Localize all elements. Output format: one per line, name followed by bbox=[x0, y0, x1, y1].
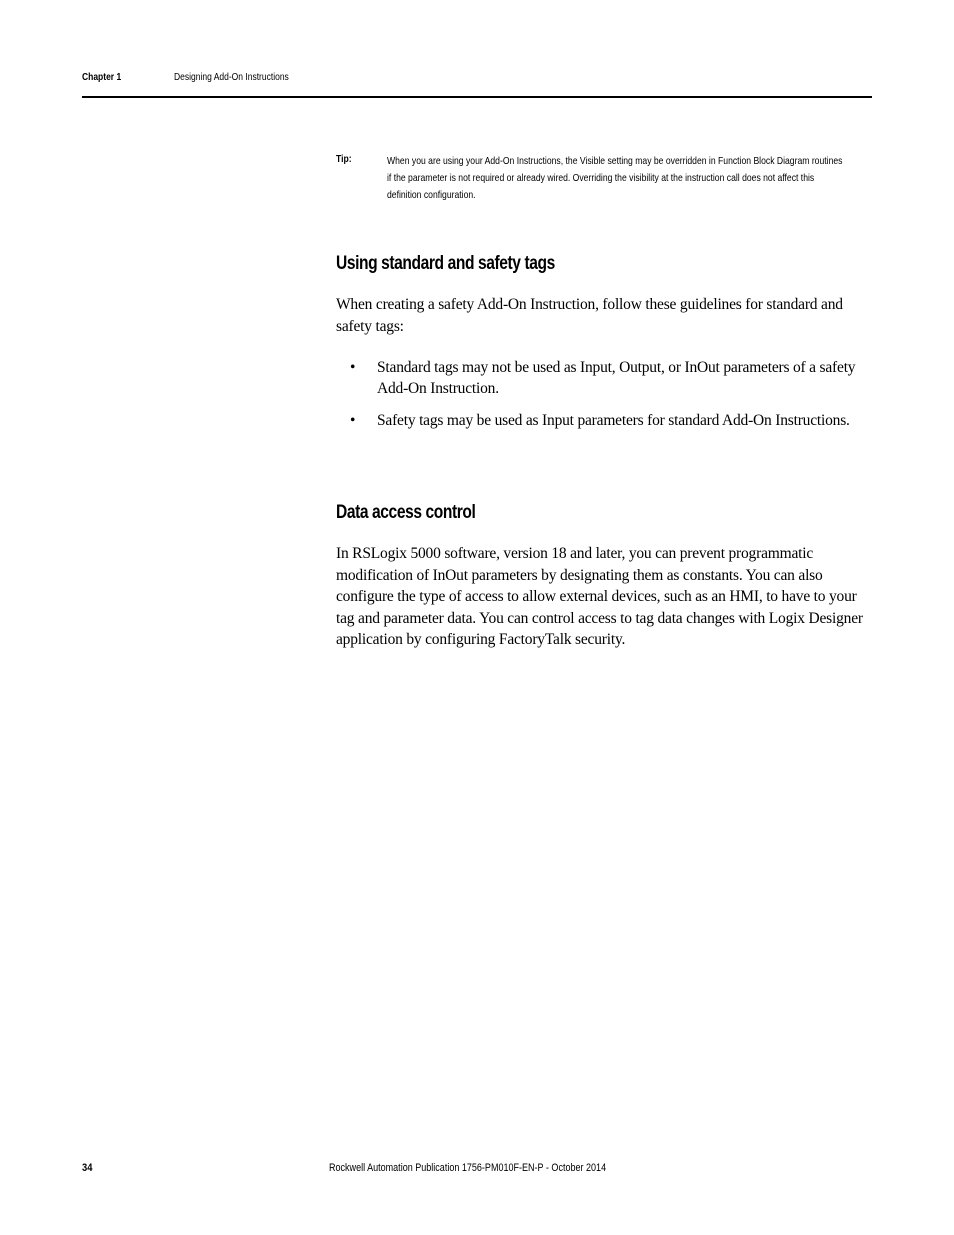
tip-text: When you are using your Add-On Instructions, the Visible setting may be overridden in Function Block Diagram routines if the parameter is not required or already wired. Overriding the visibility at the instruction call does not affect this definition configuration. bbox=[387, 155, 843, 201]
section-body-paragraph: In RSLogix 5000 software, version 18 and later, you can prevent programmatic modification of InOut parameters by designating them as constants. You can also configure the type of access to allow external devices, such as an HMI, to have to your tag and parameter data. You can control access to tag data changes with Logix Designer application by configuring FactoryTalk security. bbox=[336, 545, 863, 648]
page-number: 34 bbox=[82, 1162, 93, 1174]
publication-info: Rockwell Automation Publication 1756-PM010F-EN-P - October 2014 bbox=[329, 1162, 607, 1174]
chapter-title: Designing Add-On Instructions bbox=[174, 72, 289, 83]
bullet-icon: • bbox=[350, 412, 356, 429]
bullet-icon: • bbox=[350, 359, 356, 376]
section-heading-data-access-control: Data access control bbox=[336, 502, 476, 523]
tip-label: Tip: bbox=[336, 153, 352, 165]
list-item-text: Safety tags may be used as Input parameters for standard Add-On Instructions. bbox=[377, 412, 850, 429]
page-header bbox=[82, 70, 872, 98]
list-item-text: Standard tags may not be used as Input, Output, or InOut parameters of a safety Add-On Instruction. bbox=[377, 359, 856, 397]
section-heading-standard-safety-tags: Using standard and safety tags bbox=[336, 253, 555, 274]
section-intro-paragraph: When creating a safety Add-On Instruction, follow these guidelines for standard and safety tags: bbox=[336, 296, 843, 335]
chapter-label: Chapter 1 bbox=[82, 72, 122, 83]
